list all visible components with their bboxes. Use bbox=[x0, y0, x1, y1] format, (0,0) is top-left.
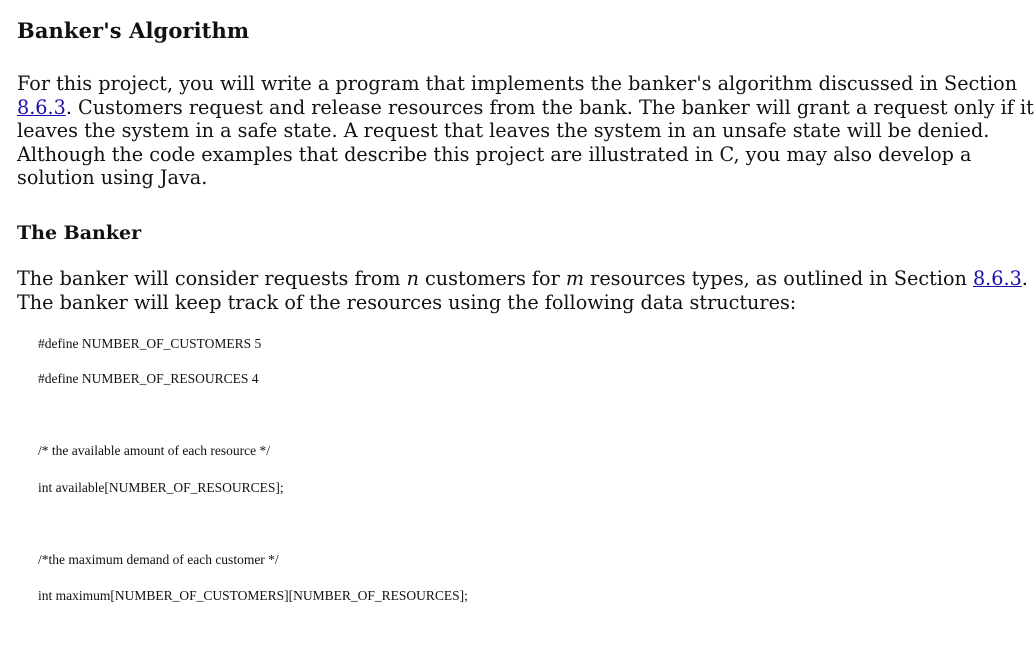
code-define-customers: #define NUMBER_OF_CUSTOMERS 5 bbox=[38, 336, 262, 351]
intro-line-4: Although the code examples that describe this project are illustrated in C, you may also develop a bbox=[17, 142, 972, 166]
banker-paragraph bbox=[17, 267, 1028, 314]
banker-line-1 bbox=[17, 267, 1028, 291]
variable-m: m bbox=[565, 267, 585, 290]
banker-text-b: customers for bbox=[418, 267, 566, 290]
code-decl-maximum: int maximum[NUMBER_OF_CUSTOMERS][NUMBER_OF_RESOURCES]; bbox=[38, 588, 468, 603]
intro-line-3: leaves the system in a safe state. A request that leaves the system in an unsafe state will be denied. bbox=[17, 119, 990, 142]
intro-line-2-text: . Customers request and release resources from the bank. The banker will grant a request only if it bbox=[65, 95, 1034, 119]
variable-n: n bbox=[406, 267, 419, 290]
intro-line-5: solution using Java. bbox=[17, 166, 208, 189]
section-link[interactable]: 8.6.3 bbox=[17, 95, 66, 119]
banker-text-end: . bbox=[1021, 267, 1028, 290]
banker-line-2: The banker will keep track of the resources using the following data structures: bbox=[17, 290, 797, 314]
banker-text-c: resources types, as outlined in Section bbox=[584, 267, 973, 290]
intro-paragraph bbox=[17, 72, 1034, 190]
section-heading: The Banker bbox=[17, 222, 142, 244]
banker-text-a: The banker will consider requests from bbox=[17, 267, 407, 290]
intro-line-2 bbox=[17, 95, 1034, 120]
code-comment-maximum: /*the maximum demand of each customer */ bbox=[38, 552, 279, 567]
code-decl-available: int available[NUMBER_OF_RESOURCES]; bbox=[38, 480, 284, 495]
page-title: Banker's Algorithm bbox=[17, 18, 250, 43]
section-link-2[interactable]: 8.6.3 bbox=[972, 267, 1022, 290]
code-define-resources: #define NUMBER_OF_RESOURCES 4 bbox=[38, 371, 259, 386]
intro-line-1: For this project, you will write a program that implements the banker's algorithm discussed in Section bbox=[17, 72, 1018, 95]
code-comment-available: /* the available amount of each resource */ bbox=[38, 443, 271, 458]
